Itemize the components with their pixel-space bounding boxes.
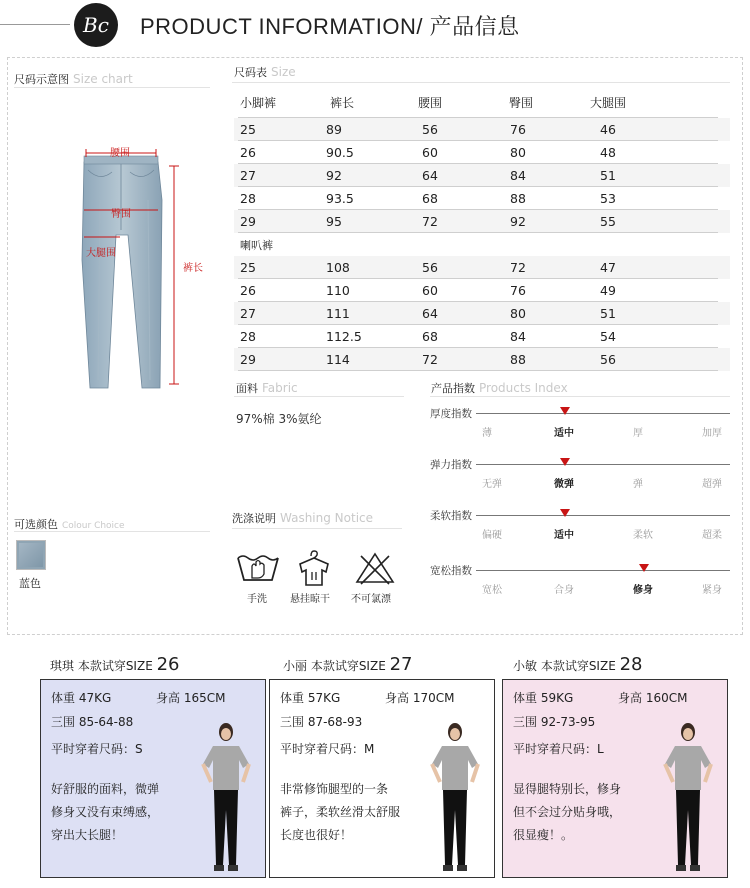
header-divider (0, 24, 70, 25)
table-cell: 111 (326, 306, 350, 321)
model-desc-line: 裤子，柔软丝滑太舒服 (280, 805, 401, 819)
table-row (234, 118, 730, 141)
index-option: 无弹 (482, 479, 502, 490)
table-cell: 60 (422, 283, 438, 298)
header-cell: 裤长 (330, 96, 355, 110)
table-cell: 55 (600, 214, 616, 229)
model-usual-size: 平时穿着尺码：S (51, 742, 143, 756)
table-cell: 26 (240, 145, 256, 160)
table-cell: 28 (240, 329, 256, 344)
thigh-label: 大腿围 (86, 248, 116, 259)
model-title (513, 654, 643, 675)
hand-wash-icon (236, 550, 280, 586)
washing-title: 洗涤说明 Washing Notice (232, 511, 374, 525)
table-cell: 72 (510, 260, 526, 275)
table-cell: 76 (510, 122, 526, 137)
index-marker (560, 407, 570, 415)
model-weight: 体重 57KG (280, 691, 341, 705)
table-cell: 84 (510, 329, 526, 344)
model-desc-line: 修身又没有束缚感， (51, 805, 160, 819)
table-cell: 27 (240, 306, 256, 321)
fabric-title: 面料 Fabric (236, 381, 298, 395)
length-label: 裤长 (183, 263, 203, 274)
model-photo (420, 720, 490, 876)
table-cell: 89 (326, 122, 342, 137)
table-cell: 64 (422, 306, 438, 321)
size-table (234, 90, 730, 371)
table-cell: 108 (326, 260, 350, 275)
colour-divider (14, 531, 210, 532)
table-cell: 47 (600, 260, 616, 275)
table-cell: 56 (422, 122, 438, 137)
model-measurements: 三围 92-73-95 (513, 715, 596, 729)
model-desc-line: 很显瘦！。 (513, 828, 574, 842)
table-cell: 56 (422, 260, 438, 275)
model-usual-size: 平时穿着尺码：L (513, 742, 604, 756)
model-desc-line: 穿出大长腿！ (51, 828, 124, 842)
flare-label-row (234, 233, 730, 256)
model-size: 28 (619, 654, 643, 675)
table-cell: 48 (600, 145, 616, 160)
table-row (234, 210, 730, 233)
size-table-title: 尺码表 Size (234, 65, 296, 79)
model-weight: 体重 59KG (513, 691, 574, 705)
model-title (50, 654, 180, 675)
table-row (234, 279, 730, 302)
index-option: 柔软 (633, 530, 653, 541)
index-option: 加厚 (702, 428, 722, 439)
fabric-divider (234, 396, 404, 397)
fabric-value: 97%棉 3%氨纶 (236, 412, 322, 426)
table-cell: 54 (600, 329, 616, 344)
table-cell: 60 (422, 145, 438, 160)
table-cell: 80 (510, 306, 526, 321)
index-bar (476, 464, 730, 465)
model-size: 26 (156, 654, 180, 675)
waist-label: 腰围 (110, 148, 130, 159)
table-cell: 80 (510, 145, 526, 160)
index-option: 偏硬 (482, 530, 502, 541)
index-bar (476, 413, 730, 414)
header (0, 0, 750, 50)
size-chart-title: 尺码示意图 Size chart (14, 72, 133, 86)
index-0 (430, 406, 730, 456)
table-cell: 93.5 (326, 191, 354, 206)
no-bleach-label: 不可氯漂 (351, 594, 391, 605)
model-measurements: 三围 87-68-93 (280, 715, 363, 729)
header-cell: 小脚裤 (240, 96, 277, 110)
model-title (283, 654, 413, 675)
index-2 (430, 508, 730, 558)
no-bleach-icon (353, 550, 397, 586)
jeans-diagram (60, 140, 230, 395)
size-table-divider (232, 82, 730, 83)
product-index-title: 产品指数 Products Index (431, 381, 568, 395)
colour-swatch-blue[interactable] (16, 540, 46, 570)
index-option: 适中 (554, 530, 574, 541)
model-title-text: 小敏 本款试穿SIZE (513, 659, 620, 673)
index-option: 紧身 (702, 585, 722, 596)
index-1 (430, 457, 730, 507)
table-cell: 53 (600, 191, 616, 206)
table-cell: 92 (510, 214, 526, 229)
model-photo (191, 720, 261, 876)
table-cell: 26 (240, 283, 256, 298)
index-marker (639, 564, 649, 572)
model-photo (653, 720, 723, 876)
index-option: 宽松 (482, 585, 502, 596)
table-cell: 88 (510, 191, 526, 206)
model-desc-line: 非常修饰腿型的一条 (280, 782, 389, 796)
index-option: 修身 (633, 585, 653, 596)
size-chart-divider (14, 87, 210, 88)
model-size: 27 (389, 654, 413, 675)
model-desc-line: 好舒服的面料，微弹 (51, 782, 160, 796)
model-desc-line: 长度也很好！ (280, 828, 353, 842)
model-height: 身高 160CM (618, 691, 688, 705)
index-option: 微弹 (554, 479, 574, 490)
index-marker (560, 458, 570, 466)
table-row (234, 348, 730, 371)
index-3 (430, 563, 730, 613)
table-cell: 29 (240, 214, 256, 229)
table-cell: 84 (510, 168, 526, 183)
table-cell: 51 (600, 306, 616, 321)
index-bar (476, 570, 730, 571)
flare-label: 喇叭裤 (240, 239, 273, 252)
table-row (234, 256, 730, 279)
table-header (234, 90, 730, 118)
table-cell: 29 (240, 352, 256, 367)
header-cell: 腰围 (418, 96, 443, 110)
table-cell: 49 (600, 283, 616, 298)
product-index-divider (430, 396, 730, 397)
model-measurements: 三围 85-64-88 (51, 715, 134, 729)
model-weight: 体重 47KG (51, 691, 112, 705)
model-height: 身高 165CM (156, 691, 226, 705)
model-usual-size: 平时穿着尺码：M (280, 742, 375, 756)
table-cell: 72 (422, 352, 438, 367)
header-cell: 大腿围 (590, 96, 627, 110)
index-marker (560, 509, 570, 517)
index-option: 适中 (554, 428, 574, 439)
index-bar (476, 515, 730, 516)
index-option: 厚 (633, 428, 643, 439)
index-name: 厚度指数 (430, 408, 472, 420)
model-card (40, 679, 266, 878)
model-desc-line: 但不会过分贴身哦， (513, 805, 622, 819)
table-row (234, 187, 730, 210)
index-option: 超弹 (702, 479, 722, 490)
model-card (502, 679, 728, 878)
table-cell: 28 (240, 191, 256, 206)
hand-wash-label: 手洗 (247, 594, 267, 605)
model-desc-line: 显得腿特别长，修身 (513, 782, 622, 796)
model-title-text: 小丽 本款试穿SIZE (283, 659, 390, 673)
model-title-text: 琪琪 本款试穿SIZE (50, 659, 157, 673)
table-row (234, 141, 730, 164)
table-cell: 76 (510, 283, 526, 298)
washing-divider (232, 528, 402, 529)
index-option: 薄 (482, 428, 492, 439)
page-title: PRODUCT INFORMATION/ 产品信息 (140, 14, 520, 39)
model-height: 身高 170CM (385, 691, 455, 705)
table-cell: 72 (422, 214, 438, 229)
table-cell: 68 (422, 329, 438, 344)
table-row (234, 164, 730, 187)
table-cell: 51 (600, 168, 616, 183)
table-cell: 95 (326, 214, 342, 229)
hang-dry-label: 悬挂晾干 (290, 594, 330, 605)
index-name: 宽松指数 (430, 565, 472, 577)
colour-name: 蓝色 (19, 577, 41, 590)
table-cell: 27 (240, 168, 256, 183)
colour-title: 可选颜色 Colour Choice (14, 518, 125, 531)
table-cell: 92 (326, 168, 342, 183)
table-cell: 25 (240, 122, 256, 137)
index-option: 超柔 (702, 530, 722, 541)
hang-dry-icon (292, 550, 336, 586)
table-cell: 90.5 (326, 145, 354, 160)
index-option: 弹 (633, 479, 643, 490)
hip-label: 臀围 (111, 209, 131, 220)
header-cell: 臀围 (509, 96, 534, 110)
table-cell: 88 (510, 352, 526, 367)
index-name: 弹力指数 (430, 459, 472, 471)
table-cell: 114 (326, 352, 350, 367)
table-row (234, 325, 730, 348)
table-cell: 112.5 (326, 329, 362, 344)
table-cell: 68 (422, 191, 438, 206)
table-cell: 25 (240, 260, 256, 275)
table-cell: 46 (600, 122, 616, 137)
table-cell: 110 (326, 283, 350, 298)
index-name: 柔软指数 (430, 510, 472, 522)
index-option: 合身 (554, 585, 574, 596)
model-card (269, 679, 495, 878)
table-row (234, 302, 730, 325)
swatch-fill (19, 543, 43, 567)
table-cell: 56 (600, 352, 616, 367)
table-cell: 64 (422, 168, 438, 183)
brand-logo: Bc (74, 3, 118, 47)
